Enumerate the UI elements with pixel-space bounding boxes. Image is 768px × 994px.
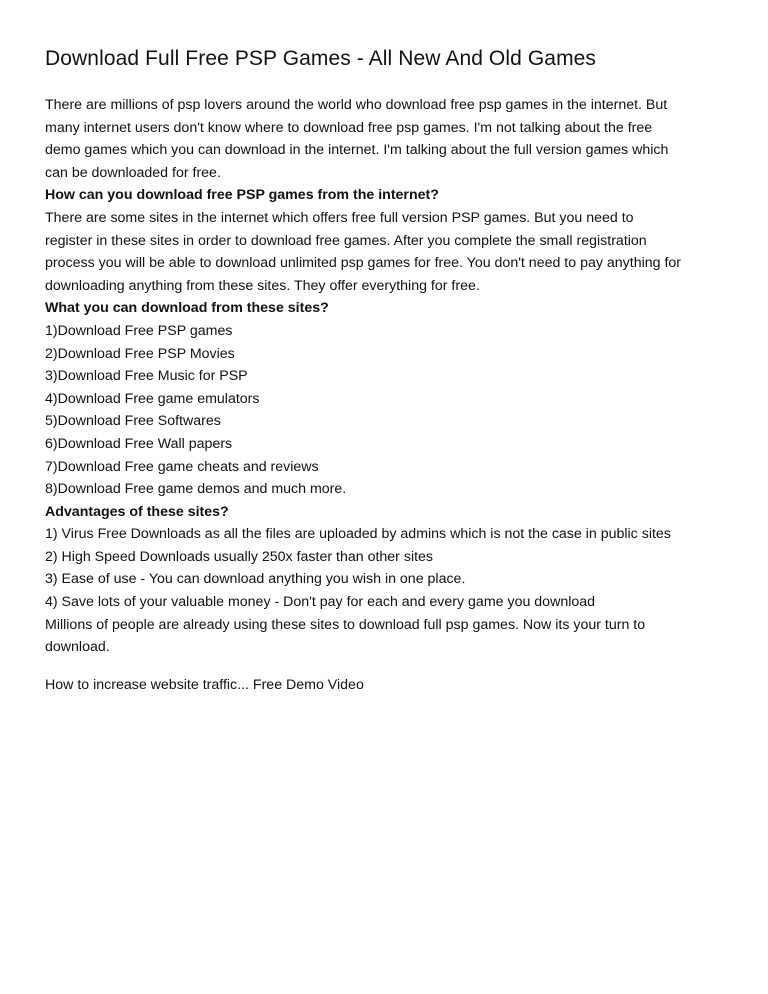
intro-line: demo games which you can download in the internet. I'm talking about the full version games which	[45, 142, 669, 159]
how-line: downloading anything from these sites. They offer everything for free.	[45, 277, 480, 294]
intro-line: can be downloaded for free.	[45, 164, 221, 181]
heading-advantages: Advantages of these sites?	[45, 503, 229, 520]
intro-paragraph	[45, 94, 735, 184]
intro-line: many internet users don't know where to download free psp games. I'm not talking about the free	[45, 119, 653, 136]
list-item: 5)Download Free Softwares	[45, 413, 221, 430]
closing-paragraph	[45, 614, 735, 659]
list-item: 3) Ease of use - You can download anything you wish in one place.	[45, 571, 466, 588]
spacer	[45, 659, 735, 674]
advantage-list	[45, 523, 735, 613]
list-item: 7)Download Free game cheats and reviews	[45, 458, 319, 475]
list-item: 6)Download Free Wall papers	[45, 435, 233, 452]
list-item: 4) Save lots of your valuable money - Don't pay for each and every game you download	[45, 594, 596, 611]
closing-line: Millions of people are already using these sites to download full psp games. Now its your turn to	[45, 616, 646, 633]
list-item: 1) Virus Free Downloads as all the files are uploaded by admins which is not the case in public sites	[45, 526, 671, 543]
list-item: 2)Download Free PSP Movies	[45, 345, 235, 362]
heading-how: How can you download free PSP games from the internet?	[45, 187, 439, 204]
footer-link[interactable]: How to increase website traffic... Free Demo Video	[45, 676, 364, 693]
list-item: 3)Download Free Music for PSP	[45, 368, 248, 385]
closing-line: download.	[45, 639, 110, 656]
document-page	[45, 44, 735, 696]
how-paragraph	[45, 207, 735, 297]
list-item: 2) High Speed Downloads usually 250x faster than other sites	[45, 548, 434, 565]
download-list	[45, 320, 735, 501]
how-line: There are some sites in the internet which offers free full version PSP games. But you need to	[45, 209, 634, 226]
list-item: 1)Download Free PSP games	[45, 322, 233, 339]
list-item: 4)Download Free game emulators	[45, 390, 260, 407]
list-item: 8)Download Free game demos and much more.	[45, 481, 347, 498]
how-line: register in these sites in order to download free games. After you complete the small registration	[45, 232, 647, 249]
how-line: process you will be able to download unlimited psp games for free. You don't need to pay anything for	[45, 255, 682, 272]
heading-what: What you can download from these sites?	[45, 300, 329, 317]
intro-line: There are millions of psp lovers around the world who download free psp games in the internet. But	[45, 97, 668, 113]
document-title: Download Full Free PSP Games - All New And Old Games	[45, 47, 597, 70]
